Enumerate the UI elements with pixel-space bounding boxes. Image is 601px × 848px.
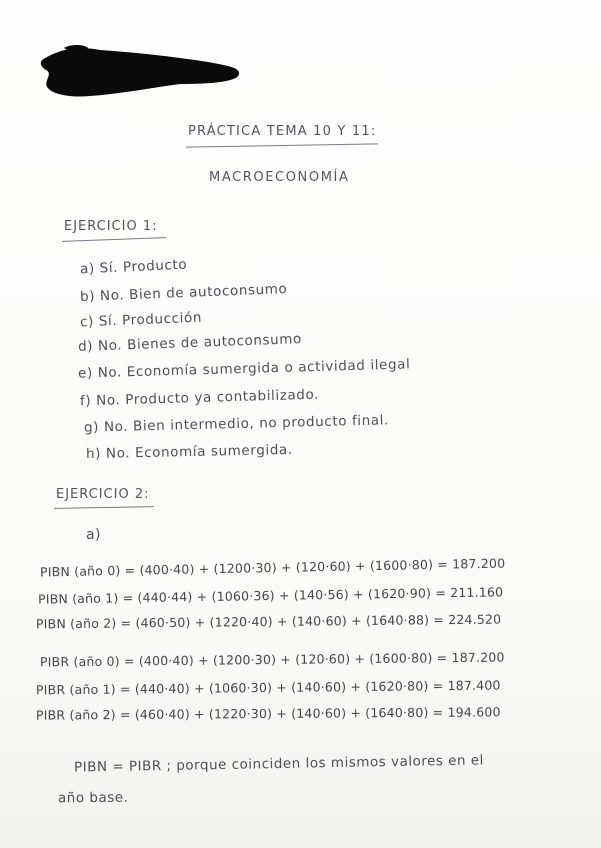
page-subtitle: MACROECONOMÍA (209, 170, 350, 185)
equation-pibr-year-2: PIBR (año 2) = (460·40) + (1220·30) + (140·60) + (1640·80) = 194.600 (35, 704, 501, 723)
exercise-2-part-a-label: a) (86, 527, 101, 543)
exercise-1-underline (62, 237, 166, 242)
page-title: PRÁCTICA TEMA 10 Y 11: (188, 124, 377, 139)
exercise-1-answer-b: b) No. Bien de autoconsumo (79, 281, 288, 305)
equation-pibn-year-0: PIBN (año 0) = (400·40) + (1200·30) + (120·60) + (1600·80) = 187.200 (39, 555, 506, 580)
equation-pibn-year-2: PIBN (año 2) = (460·50) + (1220·40) + (140·60) + (1640·88) = 224.520 (35, 611, 502, 632)
redacted-name-block (40, 44, 242, 98)
exercise-1-answer-e: e) No. Economía sumergida o actividad ilegal (77, 356, 411, 382)
exercise-1-answer-f: f) No. Producto ya contabilizado. (79, 386, 320, 410)
equation-pibn-year-1: PIBN (año 1) = (440·44) + (1060·36) + (140·56) + (1620·90) = 211.160 (37, 584, 504, 607)
exercise-1-answer-h: h) No. Economía sumergida. (85, 441, 293, 463)
conclusion-line-2: año base. (57, 789, 129, 807)
exercise-1-answer-d: d) No. Bienes de autoconsumo (77, 331, 303, 355)
equation-pibr-year-1: PIBR (año 1) = (440·40) + (1060·30) + (140·60) + (1620·80) = 187.400 (35, 677, 501, 698)
exercise-1-heading: EJERCICIO 1: (64, 219, 158, 234)
exercise-2-underline (54, 506, 154, 509)
title-underline (186, 143, 378, 147)
exercise-2-heading: EJERCICIO 2: (56, 487, 150, 502)
exercise-1-answer-g: g) No. Bien intermedio, no producto final. (83, 412, 390, 436)
equation-pibr-year-0: PIBR (año 0) = (400·40) + (1200·30) + (120·60) + (1600·80) = 187.200 (39, 649, 505, 670)
conclusion-line-1: PIBN = PIBR ; porque coinciden los mismos valores en el (73, 752, 484, 776)
exercise-1-answer-c: c) Sí. Producción (79, 309, 203, 331)
exercise-1-answer-a: a) Sí. Producto (79, 256, 188, 278)
